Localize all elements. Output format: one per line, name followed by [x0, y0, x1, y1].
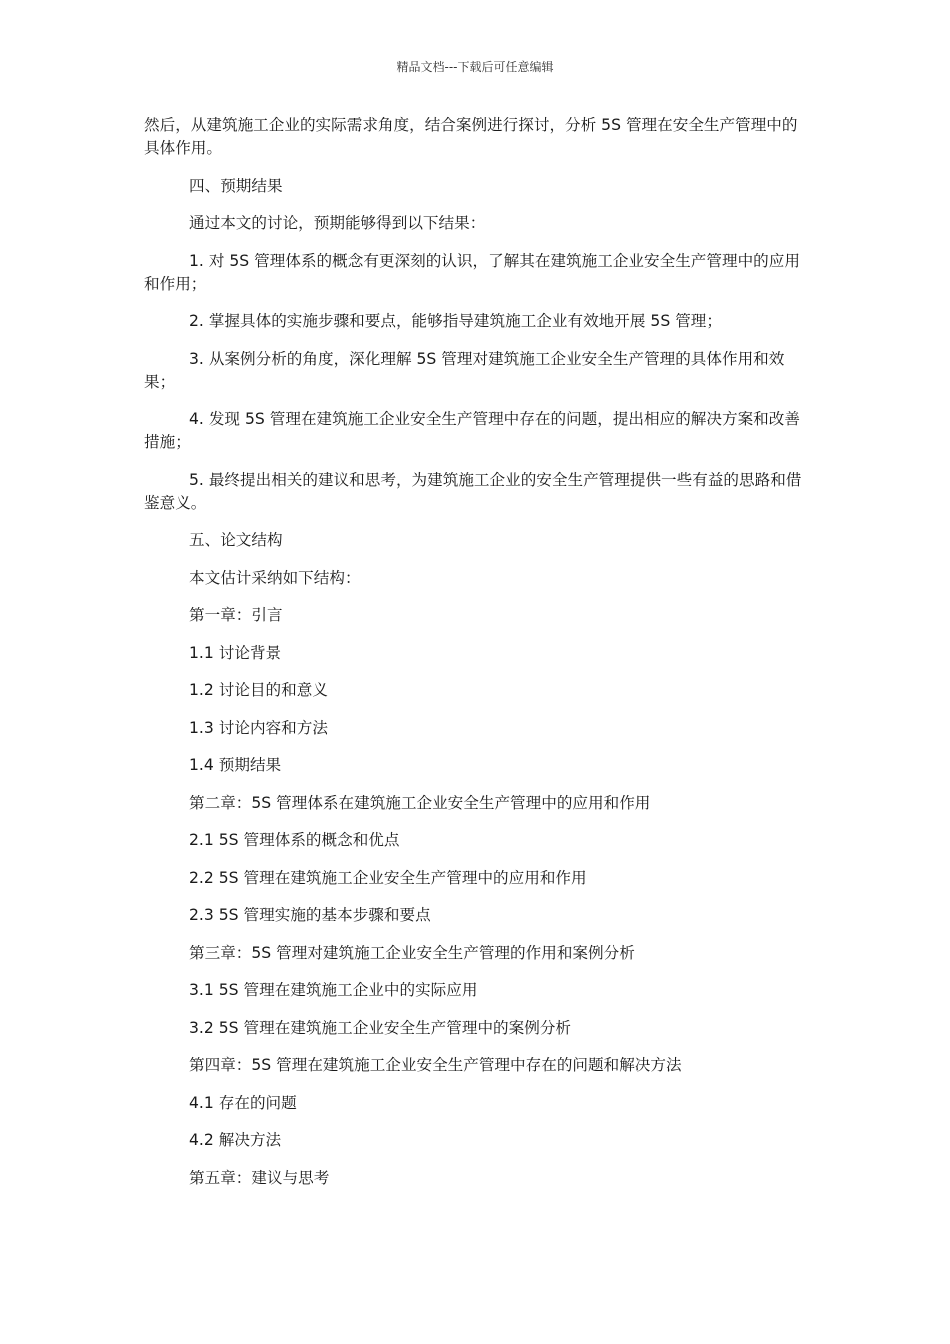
- outline-item: 2.2 5S 管理在建筑施工企业安全生产管理中的应用和作用: [189, 868, 587, 887]
- result-item-1: 1. 对 5S 管理体系的概念有更深刻的认识，了解其在建筑施工企业安全生产管理中的应用和作用；: [144, 251, 800, 293]
- outline-item: 1.4 预期结果: [189, 756, 282, 774]
- outline-item: 第五章：建议与思考: [189, 1168, 330, 1187]
- outline-item: 2.3 5S 管理实施的基本步骤和要点: [189, 906, 431, 924]
- result-item-2: 2. 掌握具体的实施步骤和要点，能够指导建筑施工企业有效地开展 5S 管理；: [189, 312, 722, 330]
- outline-item: 3.1 5S 管理在建筑施工企业中的实际应用: [189, 981, 478, 999]
- outline-item: 3.2 5S 管理在建筑施工企业安全生产管理中的案例分析: [189, 1018, 572, 1037]
- outline-item: 第三章：5S 管理对建筑施工企业安全生产管理的作用和案例分析: [189, 943, 635, 962]
- result-item-5: 5. 最终提出相关的建议和思考，为建筑施工企业的安全生产管理提供一些有益的思路和借鉴意义。: [144, 470, 802, 512]
- outline-item: 4.1 存在的问题: [189, 1093, 297, 1112]
- outline-item: 1.3 讨论内容和方法: [189, 718, 328, 737]
- section-heading-thesis-structure: 五、论文结构: [189, 531, 283, 549]
- expected-results-intro: 通过本文的讨论，预期能够得到以下结果：: [189, 214, 486, 232]
- outline-item: 第四章：5S 管理在建筑施工企业安全生产管理中存在的问题和解决方法: [189, 1056, 682, 1074]
- outline-item: 1.1 讨论背景: [189, 643, 282, 662]
- result-item-3: 3. 从案例分析的角度，深化理解 5S 管理对建筑施工企业安全生产管理的具体作用和效果；: [144, 349, 785, 391]
- page-header: 精品文档---下载后可任意编辑: [396, 60, 554, 74]
- outline-item: 第一章：引言: [189, 606, 283, 624]
- outline-item: 第二章：5S 管理体系在建筑施工企业安全生产管理中的应用和作用: [189, 793, 651, 812]
- outline-item: 2.1 5S 管理体系的概念和优点: [189, 831, 400, 849]
- result-item-4: 4. 发现 5S 管理在建筑施工企业安全生产管理中存在的问题，提出相应的解决方案和改善措施；: [144, 410, 800, 451]
- section-heading-expected-results: 四、预期结果: [189, 176, 283, 195]
- intro-paragraph: 然后，从建筑施工企业的实际需求角度，结合案例进行探讨，分析 5S 管理在安全生产管理中的具体作用。: [144, 116, 798, 157]
- document-body: [144, 114, 808, 1204]
- outline-item: 4.2 解决方法: [189, 1131, 282, 1149]
- outline-item: 1.2 讨论目的和意义: [189, 681, 328, 699]
- thesis-structure-intro: 本文估计采纳如下结构：: [189, 568, 361, 587]
